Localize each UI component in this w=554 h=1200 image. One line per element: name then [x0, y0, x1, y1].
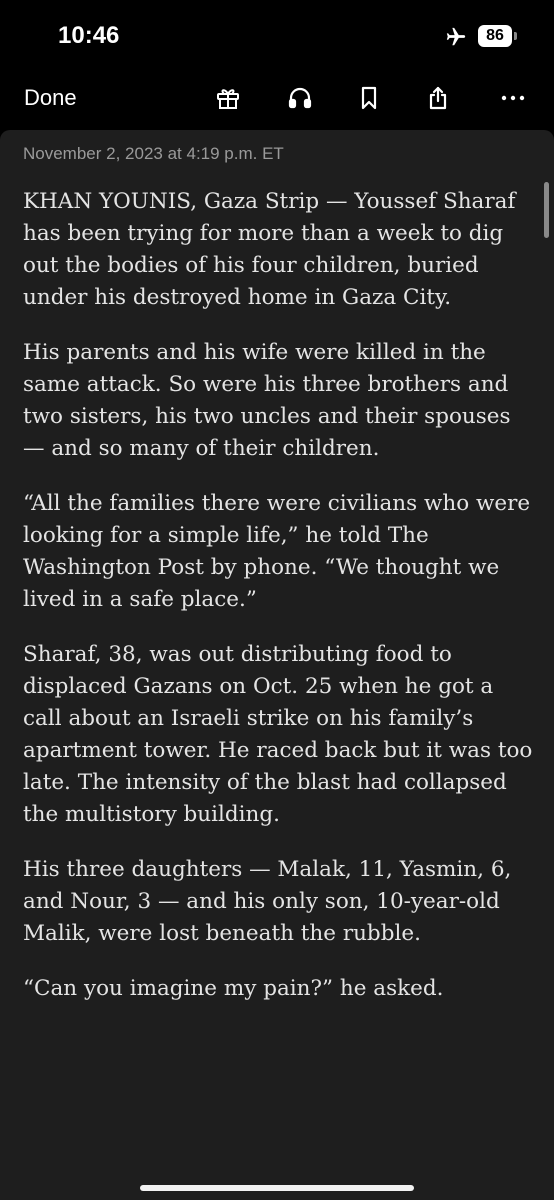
article-sheet[interactable]: [0, 130, 554, 1200]
more-icon[interactable]: [500, 85, 526, 111]
headphones-icon[interactable]: [287, 85, 313, 111]
battery-icon: [478, 25, 512, 47]
article-paragraph: His parents and his wife were killed in the same attack. So were his three brothers and two sisters, his two uncles and their spouses — and so many of their children.: [23, 340, 511, 461]
done-button[interactable]: Done: [24, 85, 77, 110]
article-body: [23, 186, 535, 1028]
article-timestamp: November 2, 2023 at 4:19 p.m. ET: [23, 144, 284, 163]
airplane-mode-icon: [444, 26, 468, 48]
bookmark-icon[interactable]: [356, 85, 382, 111]
share-icon[interactable]: [425, 85, 451, 111]
article-paragraph: Sharaf, 38, was out distributing food to displaced Gazans on Oct. 25 when he got a call about an Israeli strike on his family’s apartment tower. He raced back but it was too late. The intensity of the blast had collapsed the multistory building.: [23, 642, 533, 827]
gift-icon[interactable]: [215, 85, 241, 111]
battery-cap: [514, 32, 517, 40]
article-paragraph: His three daughters — Malak, 11, Yasmin, 6, and Nour, 3 — and his only son, 10-year-old Malik, were lost beneath the rubble.: [23, 857, 512, 946]
status-bar: [0, 0, 554, 74]
article-paragraph: “All the families there were civilians who were looking for a simple life,” he told The Washington Post by phone. “We thought we lived in a safe place.”: [23, 491, 531, 612]
home-indicator[interactable]: [140, 1185, 414, 1191]
battery-level: 86: [486, 27, 504, 44]
status-time: 10:46: [58, 22, 120, 49]
article-paragraph: KHAN YOUNIS, Gaza Strip — Youssef Sharaf has been trying for more than a week to dig out the bodies of his four children, buried under his destroyed home in Gaza City.: [23, 189, 516, 310]
scrollbar[interactable]: [544, 182, 549, 238]
reader-toolbar: [0, 74, 554, 124]
article-paragraph: “Can you imagine my pain?” he asked.: [23, 976, 444, 1001]
